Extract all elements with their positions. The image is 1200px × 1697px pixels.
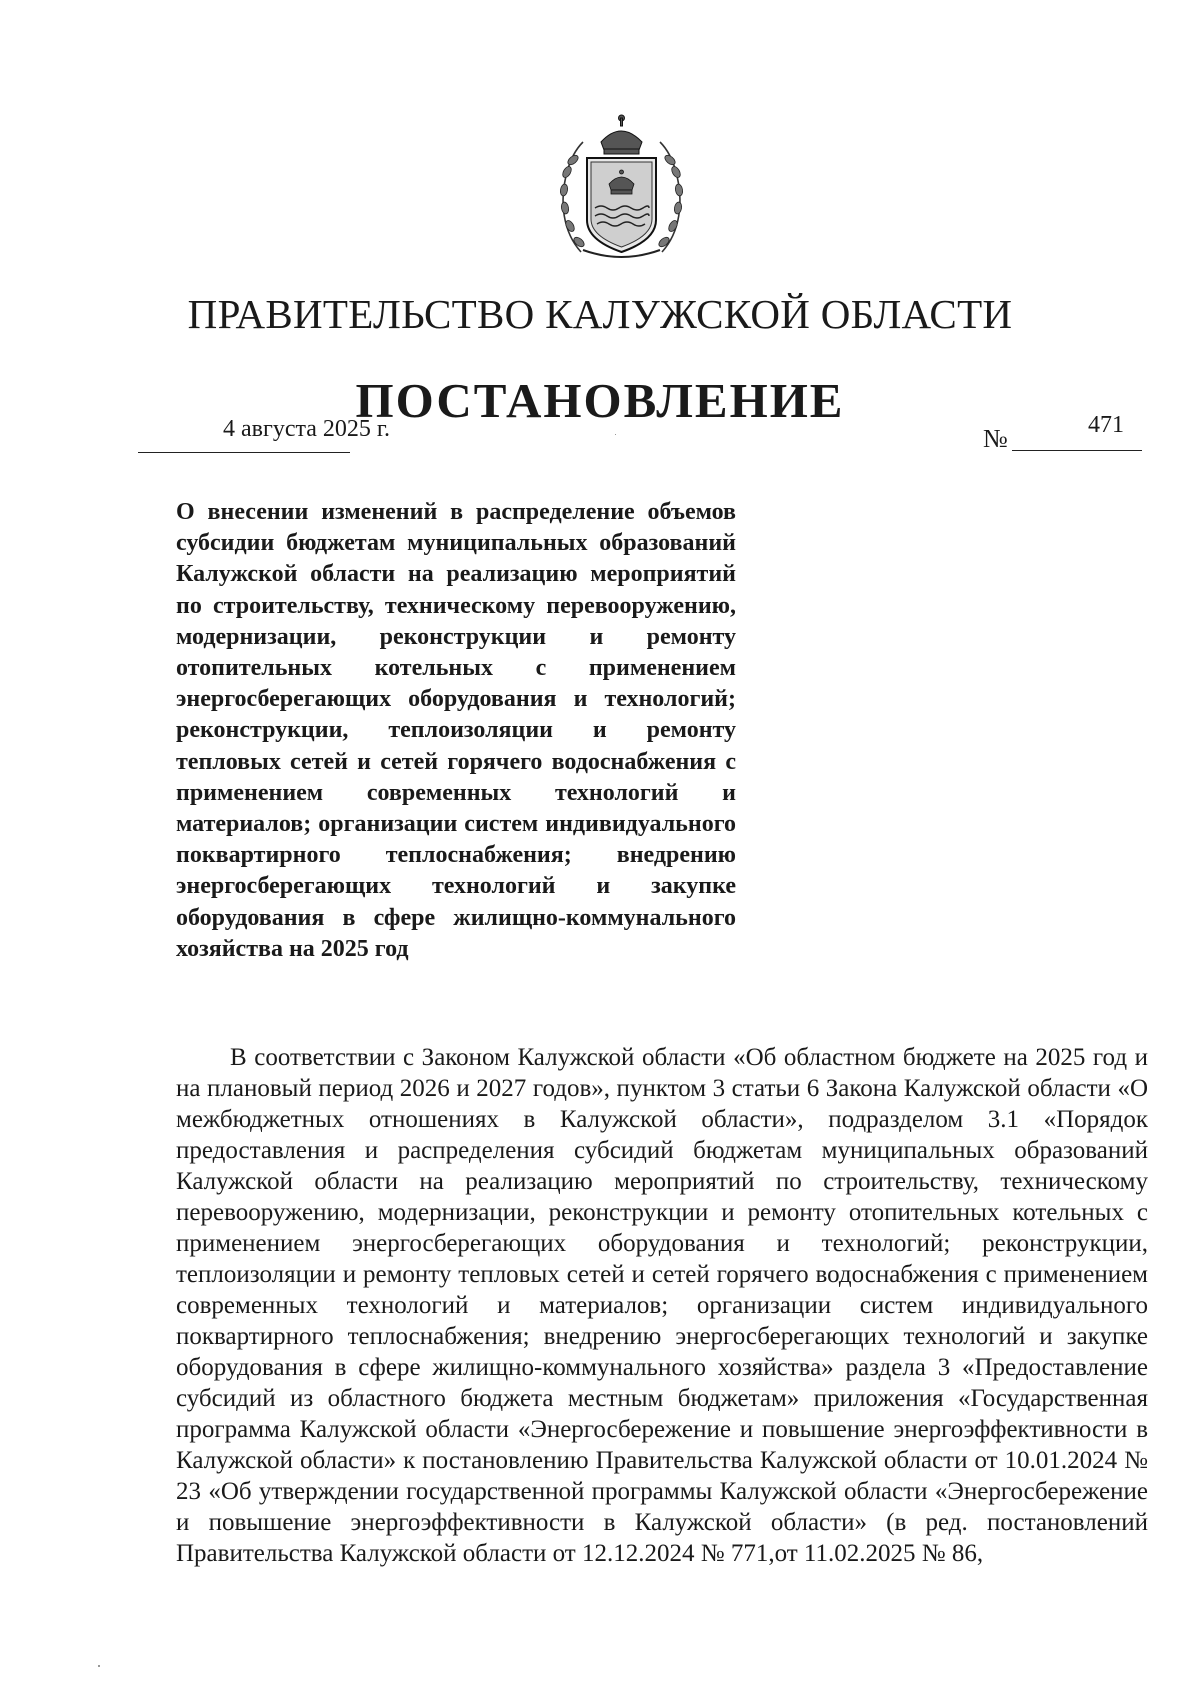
scan-speck (615, 434, 616, 435)
organization-title: ПРАВИТЕЛЬСТВО КАЛУЖСКОЙ ОБЛАСТИ (187, 291, 1013, 337)
scan-speck (98, 1665, 100, 1667)
document-subject: О внесении изменений в распределение объемов субсидии бюджетам муниципальных образований Калужской области на реализацию мероприятий по строительству, техническому перевооружению, модернизации, реконструкции и ремонту отопительных котельных с применением энергосберегающих оборудования и технологий; реконструкции, теплоизоляции и ремонту тепловых сетей и сетей горячего водоснабжения с применением современных технологий и материалов; организации систем индивидуального поквартирного теплоснабжения; внедрению энергосберегающих технологий и закупке оборудования в сфере жилищно-коммунального хозяйства на 2025 год (176, 499, 736, 962)
number-label: № (983, 424, 1008, 453)
coat-of-arms-icon (553, 112, 690, 262)
number-underline (1012, 450, 1142, 451)
document-number: 471 (1088, 412, 1124, 438)
date-underline (138, 452, 350, 453)
body-paragraph: В соответствии с Законом Калужской области «Об областном бюджете на 2025 год и на плановый период 2026 и 2027 годов», пунктом 3 статьи 6 Закона Калужской области «О межбюджетных отношениях в Калужской области», подразделом 3.1 «Порядок предоставления и распределения субсидий бюджетам муниципальных образований Калужской области на реализацию мероприятий по строительству, техническому перевооружению, модернизации, реконструкции и ремонту отопительных котельных с применением энергосберегающих оборудования и технологий; реконструкции, теплоизоляции и ремонту тепловых сетей и сетей горячего водоснабжения с применением современных технологий и материалов; организации систем индивидуального поквартирного теплоснабжения; внедрению энергосберегающих технологий и закупке оборудования в сфере жилищно-коммунального хозяйства» раздела 3 «Предоставление субсидий из областного бюджета местным бюджетам» приложения «Государственная программа Калужской области «Энергосбережение и повышение энергоэффективности в Калужской области» к постановлению Правительства Калужской области от 10.01.2024 № 23 «Об утверждении государственной программы Калужской области «Энергосбережение и повышение энергоэффективности в Калужской области» (в ред. постановлений Правительства Калужской области от 12.12.2024 № 771,от 11.02.2025 № 86, (176, 1044, 1148, 1567)
document-date: 4 августа 2025 г. (223, 416, 391, 442)
document-type-heading: ПОСТАНОВЛЕНИЕ (355, 373, 845, 428)
